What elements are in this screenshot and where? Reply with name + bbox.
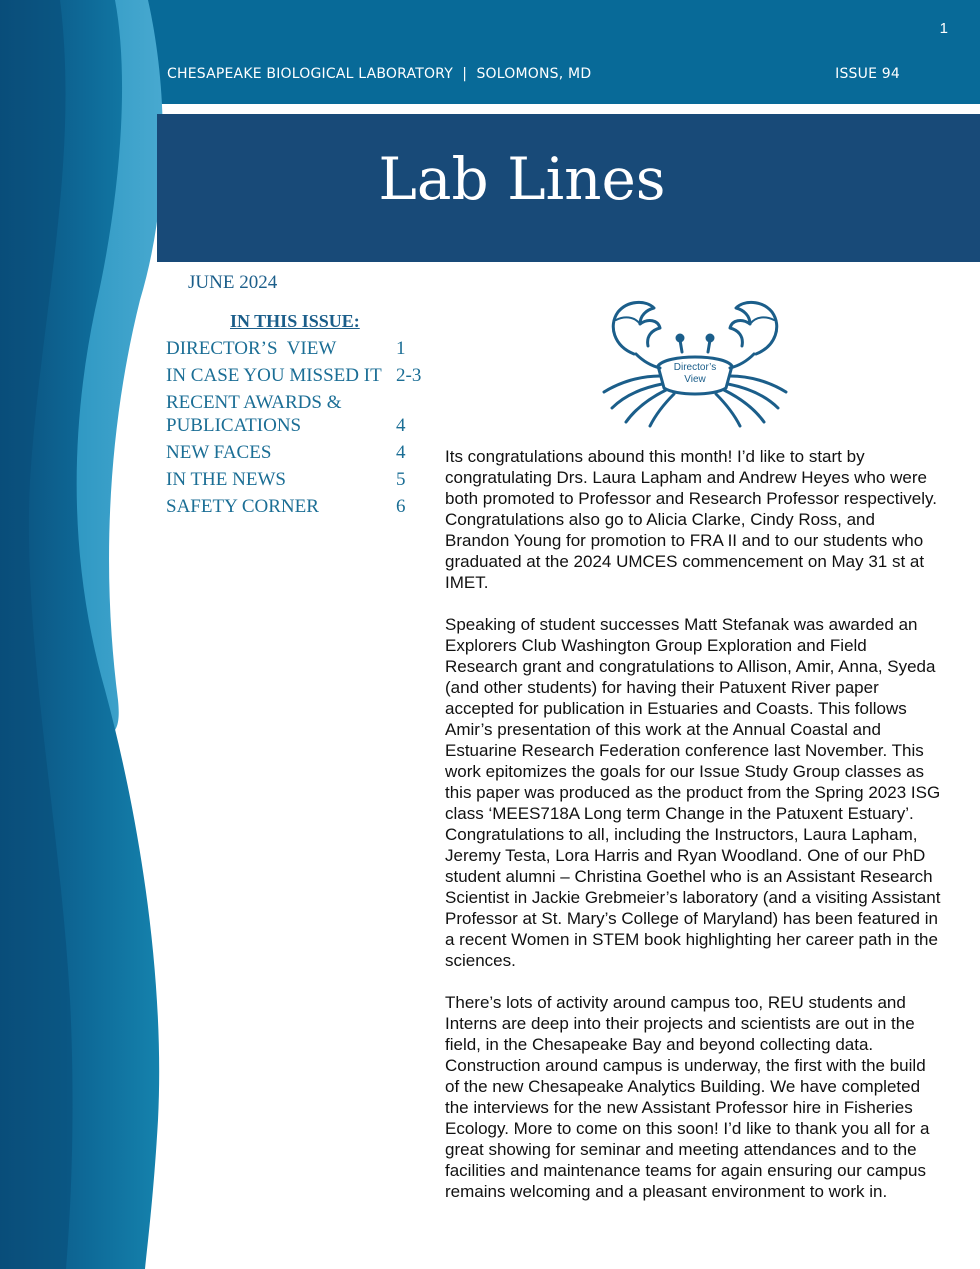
toc-item[interactable] bbox=[166, 495, 436, 518]
issue-date: JUNE 2024 bbox=[188, 272, 278, 293]
toc-item-pages: 4 bbox=[396, 415, 406, 436]
toc-item[interactable] bbox=[166, 337, 436, 360]
toc-item-label: DIRECTOR’S VIEW bbox=[166, 338, 337, 359]
toc-heading: IN THIS ISSUE: bbox=[230, 311, 360, 331]
newsletter-title: Lab Lines bbox=[378, 145, 666, 213]
toc-item[interactable] bbox=[166, 391, 436, 437]
toc-item-label: SAFETY CORNER bbox=[166, 496, 319, 517]
toc-item-pages: 4 bbox=[396, 442, 406, 463]
toc-item-pages: 6 bbox=[396, 496, 406, 517]
directors-view-article bbox=[445, 446, 943, 1223]
logo-text-line2: View bbox=[684, 374, 706, 385]
toc-item-label: IN THE NEWS bbox=[166, 469, 286, 490]
toc-item-label: RECENT AWARDS & PUBLICATIONS bbox=[166, 392, 342, 436]
toc-item-pages: 1 bbox=[396, 338, 406, 359]
org-location: CHESAPEAKE BIOLOGICAL LABORATORY | SOLOMONS, MD bbox=[167, 66, 592, 82]
article-paragraph: Speaking of student successes Matt Stefanak was awarded an Explorers Club Washington Group Exploration and Field Research grant and congratulations to Allison, Amir, Anna, Syeda (and other students) for having their Patuxent River paper accepted for publication in Estuaries and Coasts. This follows Amir’s presentation of this work at the Annual Coastal and Estuarine Research Federation conference last November. This work epitomizes the goals for our Issue Study Group classes as this paper was produced as the product from the Spring 2023 ISG class ‘MEES718A Long term Change in the Patuxent Estuary’. Congratulations to all, including the Instructors, Laura Lapham, Jeremy Testa, Lora Harris and Ryan Woodland. One of our PhD student alumni – Christina Goethel who is an Assistant Research Scientist in Jackie Grebmeier’s laboratory (and a visiting Assistant Professor at St. Mary’s College of Maryland) has been featured in a recent Women in STEM book highlighting her career path in the sciences. bbox=[445, 615, 941, 970]
page-number: 1 bbox=[939, 20, 948, 37]
article-paragraph: Its congratulations abound this month! I’d like to start by congratulating Drs. Laura Lapham and Andrew Heyes who were both promoted to Professor and Research Professor respectively. Congratulations also go to Alicia Clarke, Cindy Ross, and Brandon Young for promotion to FRA II and to our students who graduated at the 2024 UMCES commencement on May 31 st at IMET. bbox=[445, 447, 937, 592]
issue-number: ISSUE 94 bbox=[835, 66, 900, 82]
toc-item[interactable] bbox=[166, 441, 436, 464]
header-bar bbox=[167, 66, 900, 82]
toc-item-label: IN CASE YOU MISSED IT bbox=[166, 365, 382, 386]
table-of-contents bbox=[166, 337, 436, 522]
article-paragraph: There’s lots of activity around campus too, REU students and Interns are deep into their projects and scientists are out in the field, in the Chesapeake Bay and beyond collecting data. Construction around campus is underway, the first with the build of the new Chesapeake Analytics Building. We have completed the interviews for the new Assistant Professor hire in Fisheries Ecology. More to come on this soon! I’d like to thank you all for a great showing for seminar and meeting attendances and to the facilities and maintenance teams for again ensuring our campus remains welcoming and a pleasant environment to work in. bbox=[445, 993, 930, 1201]
toc-item[interactable] bbox=[166, 468, 436, 491]
toc-item-pages: 2-3 bbox=[396, 365, 422, 386]
toc-item-label: NEW FACES bbox=[166, 442, 272, 463]
toc-item[interactable] bbox=[166, 364, 436, 387]
logo-text-line1: Director’s bbox=[673, 362, 717, 373]
toc-item-pages: 5 bbox=[396, 469, 406, 490]
crab-icon bbox=[594, 296, 796, 428]
